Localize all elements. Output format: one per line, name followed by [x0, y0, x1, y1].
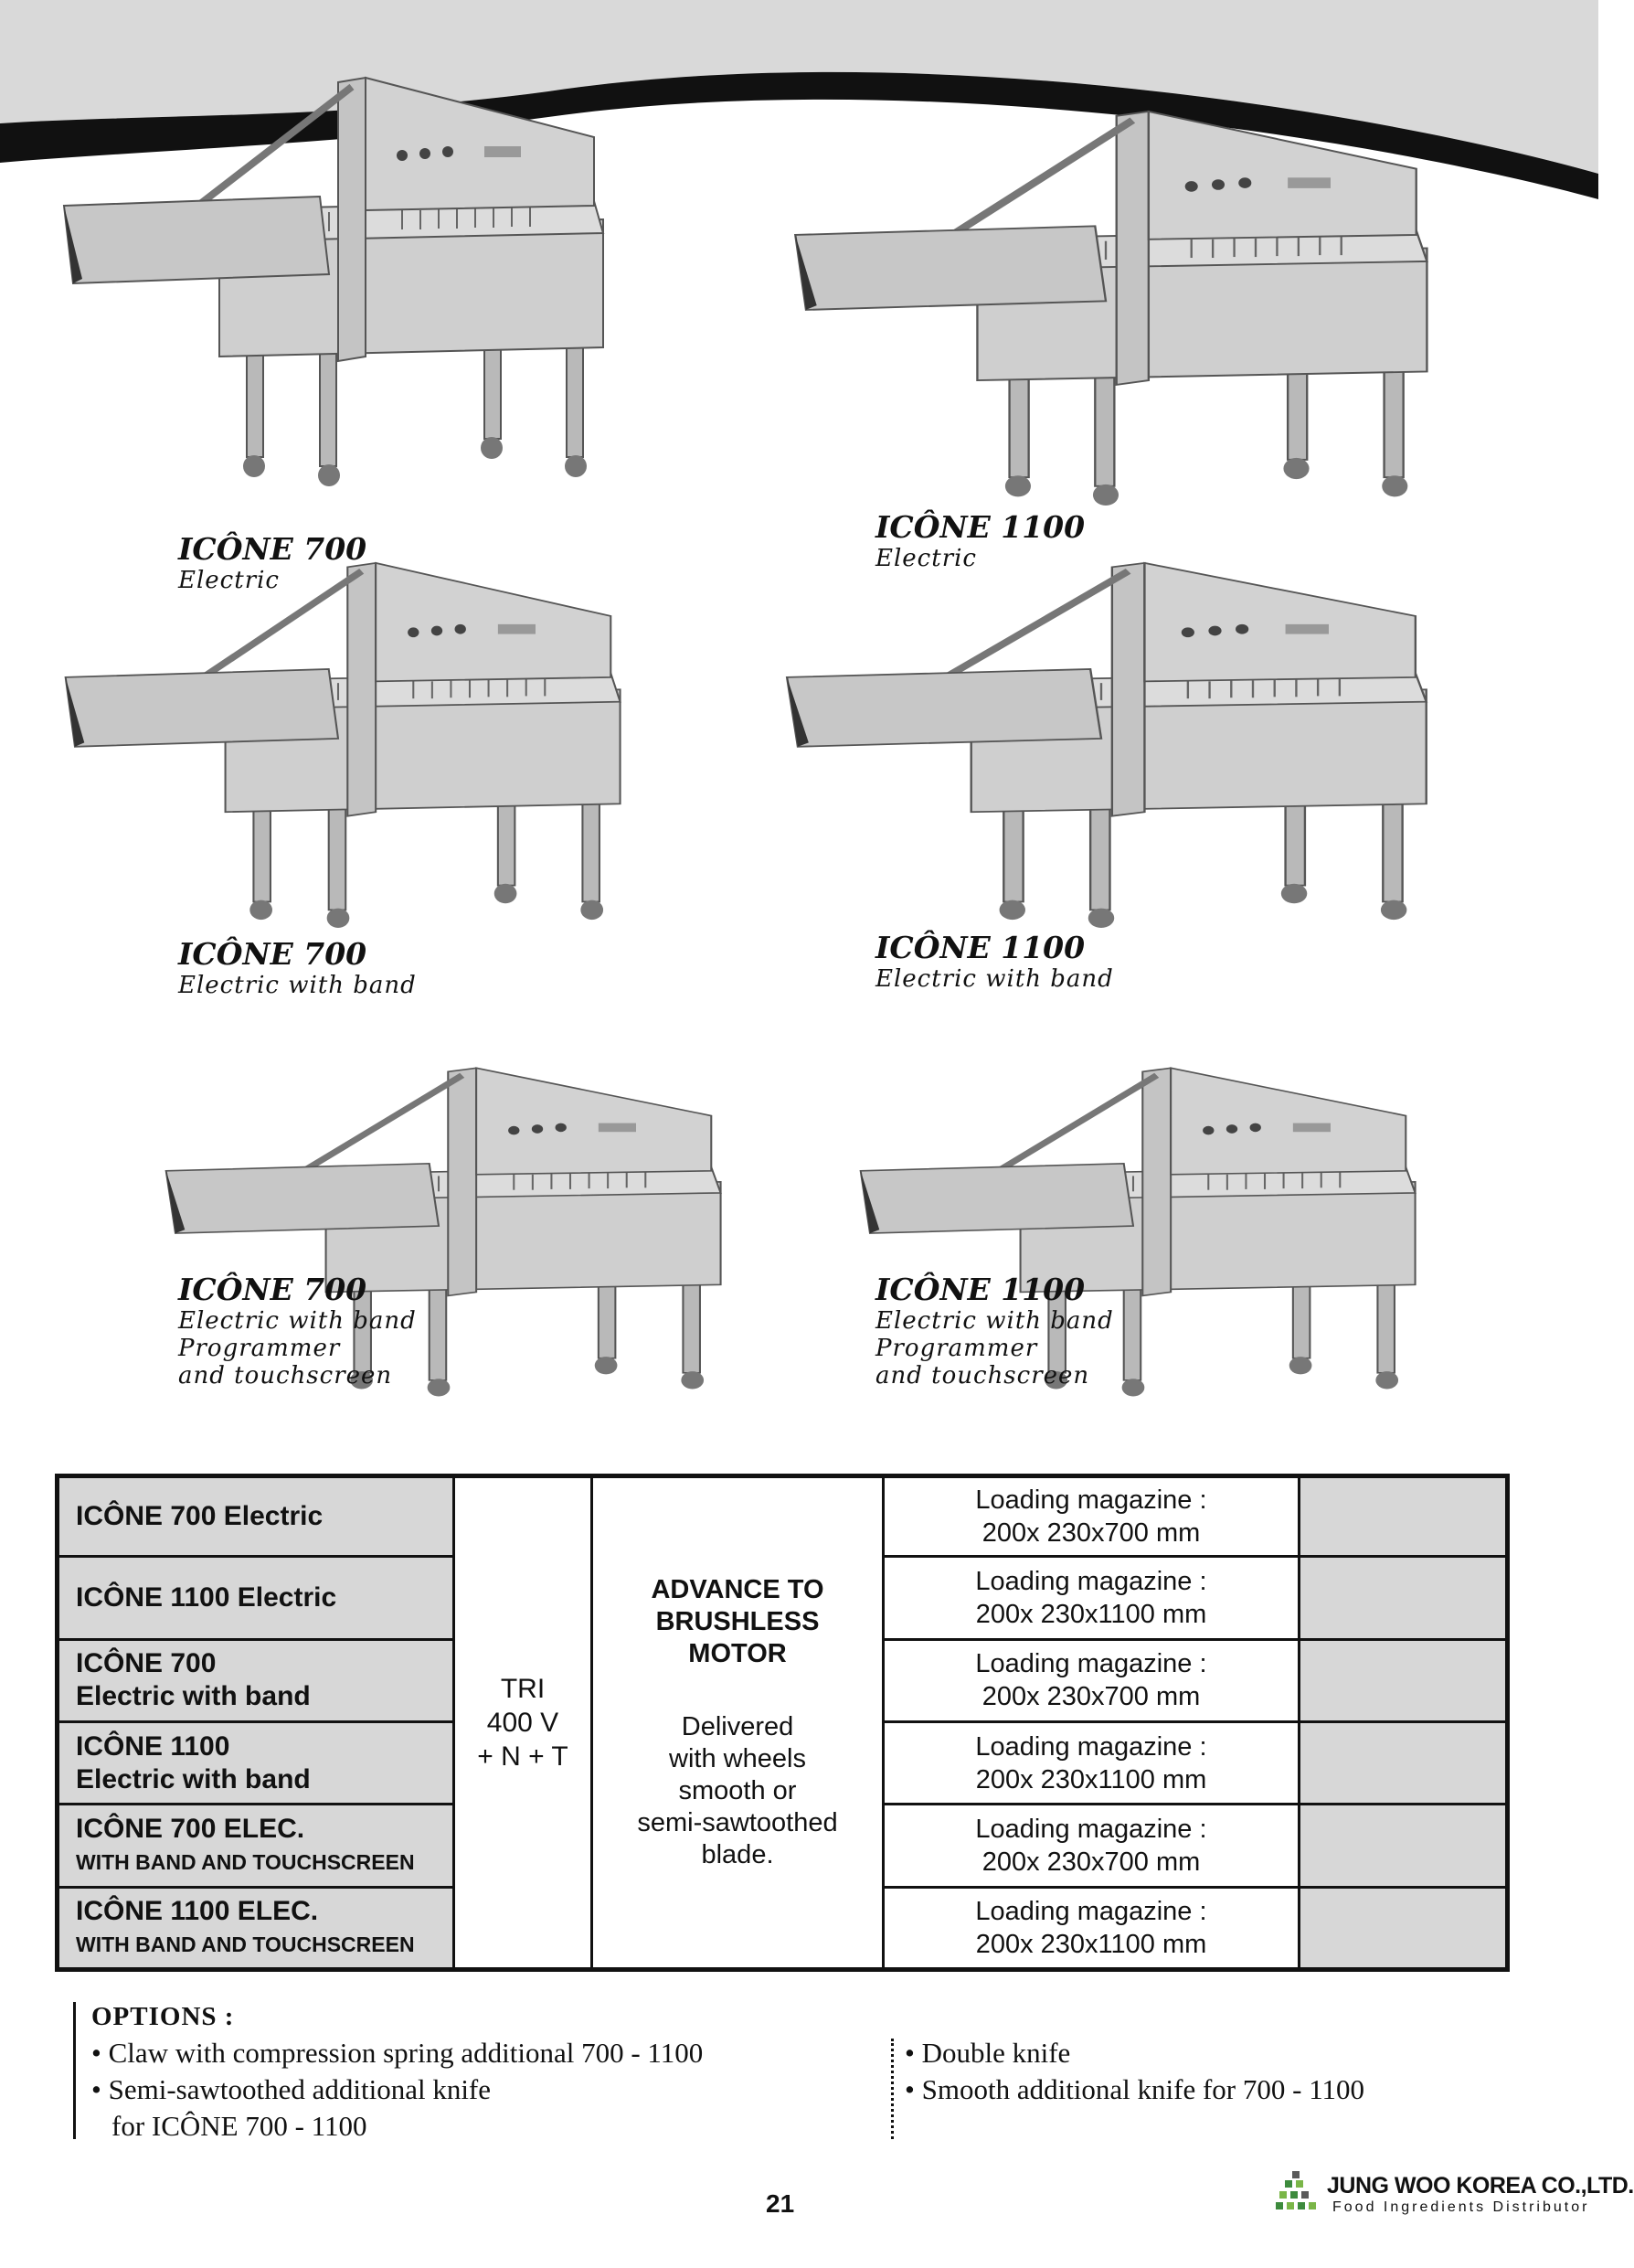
loading-cell: Loading magazine : 200x 230x700 mm	[884, 1805, 1300, 1887]
loading-cell: Loading magazine : 200x 230x1100 mm	[884, 1721, 1300, 1804]
caption-title: ICÔNE 1100	[875, 1272, 1086, 1307]
options-divider-right	[891, 2039, 894, 2139]
option-item: • Claw with compression spring additional 700 - 1100	[91, 2037, 704, 2069]
model-name: ICÔNE 1100 Electric with band	[58, 1721, 454, 1804]
caption-title: ICÔNE 700	[178, 1272, 367, 1307]
caption-title: ICÔNE 1100	[875, 930, 1086, 965]
model-name: ICÔNE 700 Electric	[58, 1476, 454, 1557]
loading-cell: Loading magazine : 200x 230x700 mm	[884, 1476, 1300, 1557]
table-row	[58, 1476, 1508, 1557]
caption-sub: Programmer	[178, 1335, 341, 1362]
caption-icone-1100-touchscreen	[875, 1272, 1114, 1390]
caption-sub: and touchscreen	[178, 1362, 393, 1390]
caption-sub: Electric	[178, 567, 280, 594]
caption-icone-1100-electric	[875, 510, 1085, 572]
brand-tagline: Food Ingredients Distributor	[1332, 2199, 1590, 2215]
caption-sub: Electric with band	[178, 1307, 417, 1335]
caption-icone-1100-band	[875, 931, 1114, 993]
option-item: • Smooth additional knife for 700 - 1100	[905, 2073, 1365, 2105]
loading-cell: Loading magazine : 200x 230x1100 mm	[884, 1887, 1300, 1969]
caption-icone-700-touchscreen	[178, 1272, 417, 1390]
model-name: ICÔNE 1100 Electric	[58, 1557, 454, 1639]
option-item: • Double knife	[905, 2037, 1071, 2069]
icone-700-electric-image	[9, 0, 649, 512]
caption-title: ICÔNE 700	[178, 936, 367, 972]
spec-table	[55, 1474, 1510, 1972]
loading-cell: Loading magazine : 200x 230x1100 mm	[884, 1557, 1300, 1639]
empty-cell	[1300, 1639, 1508, 1721]
brand-name: JUNG WOO KOREA CO.,LTD.	[1327, 2173, 1634, 2199]
options-section-right	[905, 2035, 1364, 2108]
caption-sub: Electric with band	[178, 972, 417, 999]
options-heading: OPTIONS :	[91, 2002, 235, 2031]
empty-cell	[1300, 1887, 1508, 1969]
caption-sub: Electric with band	[875, 965, 1114, 993]
caption-sub: Electric	[875, 545, 977, 572]
voltage-cell: TRI 400 V + N + T	[454, 1476, 592, 1970]
model-name: ICÔNE 1100 ELEC. WITH BAND AND TOUCHSCREEN	[58, 1887, 454, 1969]
empty-cell	[1300, 1476, 1508, 1557]
caption-title: ICÔNE 700	[178, 531, 367, 567]
empty-cell	[1300, 1805, 1508, 1887]
caption-sub: Electric with band	[875, 1307, 1114, 1335]
empty-cell	[1300, 1557, 1508, 1639]
model-name: ICÔNE 700 Electric with band	[58, 1639, 454, 1721]
icone-1100-electric-image	[731, 37, 1480, 530]
loading-cell: Loading magazine : 200x 230x700 mm	[884, 1639, 1300, 1721]
caption-icone-700-band	[178, 937, 417, 999]
caption-sub: and touchscreen	[875, 1362, 1090, 1390]
caption-sub: Programmer	[875, 1335, 1038, 1362]
description-cell: ADVANCE TO BRUSHLESS MOTOR Delivered with wheels smooth or semi-sawtoothed blade.	[592, 1476, 884, 1970]
option-item: • Semi-sawtoothed additional knife	[91, 2073, 492, 2105]
options-divider-left	[73, 2002, 76, 2139]
page-number: 21	[766, 2189, 795, 2218]
model-name: ICÔNE 700 ELEC. WITH BAND AND TOUCHSCREEN	[58, 1805, 454, 1887]
caption-icone-700-electric	[178, 532, 366, 594]
brand-mark-icon	[1276, 2169, 1320, 2217]
options-section	[91, 1998, 703, 2145]
empty-cell	[1300, 1721, 1508, 1804]
caption-title: ICÔNE 1100	[875, 509, 1086, 545]
option-item: for ICÔNE 700 - 1100	[111, 2110, 367, 2142]
icone-1100-band-image	[722, 494, 1480, 951]
